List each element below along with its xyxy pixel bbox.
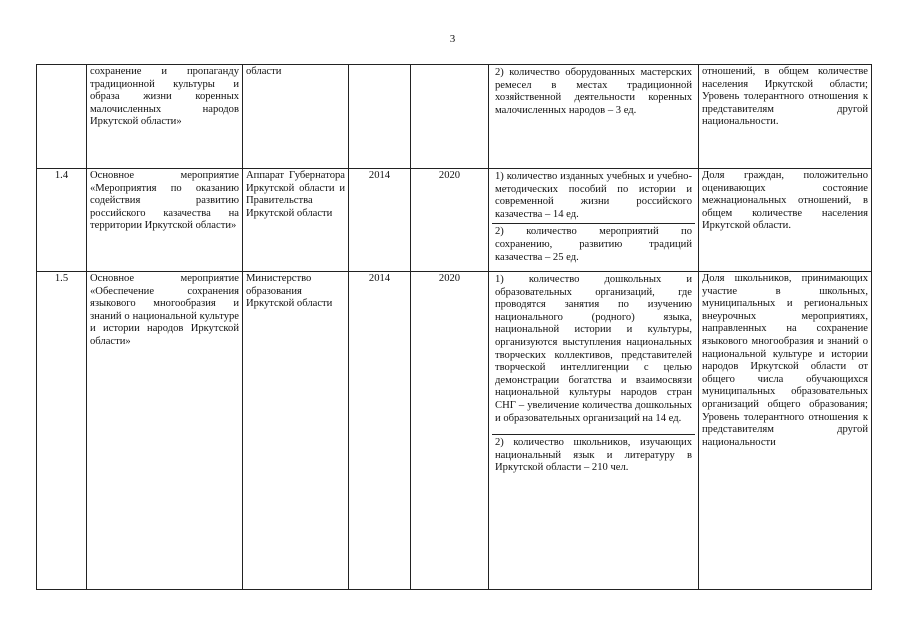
indicator-item: 1) количество дошкольных и образовательных организаций, где проводятся занятия по изучению национального (родного) языка, национальной истории и культуры, организуются выступления национальных творческих коллективов, представителей творческой интеллигенции с целью демонстрации богатства и взаимосвязи национальной культуры народов стран СНГ – увеличение количества дошкольных и образовательных организаций на 14 ед.: [495, 274, 692, 424]
indicators-cell: [489, 169, 699, 272]
target-cell: Доля граждан, положительно оценивающих состояние межнациональных отношений, в общем количестве населения Иркутской области.: [699, 169, 872, 272]
indicator-item: 2) количество мероприятий по сохранению, развитию традиций казачества – 25 ед.: [492, 223, 695, 266]
row-number: [37, 65, 87, 169]
indicator-item: 2) количество школьников, изучающих национальный язык и литературу в Иркутской области – 210 чел.: [492, 434, 695, 477]
executor-cell: Аппарат Губернатора Иркутской области и Правительства Иркутской области: [243, 169, 349, 272]
indicators-cell: [489, 65, 699, 169]
end-year-cell: [411, 65, 489, 169]
event-cell: Основное мероприятие «Обеспечение сохранения языкового многообразия и знаний о национальной культуре и истории народов Иркутской области»: [87, 272, 243, 590]
table-row: [37, 272, 872, 590]
indicator-item: 1) количество изданных учебных и учебно-методических пособий по истории и современной жизни российского казачества – 14 ед.: [495, 171, 692, 220]
row-number: 1.4: [37, 169, 87, 272]
target-cell: отношений, в общем количестве населения Иркутской области; Уровень толерантного отношения к представителям другой национальности.: [699, 65, 872, 169]
event-cell: сохранение и пропаганду традиционной культуры и образа жизни коренных малочисленных народов Иркутской области»: [87, 65, 243, 169]
end-year-cell: 2020: [411, 272, 489, 590]
end-year-cell: 2020: [411, 169, 489, 272]
start-year-cell: [349, 65, 411, 169]
table-row: [37, 65, 872, 169]
indicator-item: 2) количество оборудованных мастерских ремесел в местах традиционной хозяйственной деятельности коренных малочисленных народов – 3 ед.: [495, 67, 692, 116]
executor-cell: Министерство образования Иркутской области: [243, 272, 349, 590]
indicators-cell: [489, 272, 699, 590]
table-row: [37, 169, 872, 272]
target-cell: Доля школьников, принимающих участие в школьных, муниципальных и региональных внеурочных мероприятиях, направленных на сохранение языкового многообразия и знаний о национальной культуре и истории народов Иркутской области от общего числа обучающихся муниципальных образовательных организаций общего образования; Уровень толерантного отношения к представителям другой национальности: [699, 272, 872, 590]
start-year-cell: 2014: [349, 169, 411, 272]
program-table: [36, 64, 872, 590]
row-number: 1.5: [37, 272, 87, 590]
executor-cell: области: [243, 65, 349, 169]
page-number: 3: [449, 33, 456, 45]
start-year-cell: 2014: [349, 272, 411, 590]
event-cell: Основное мероприятие «Мероприятия по оказанию содействия развитию российского казачества на территории Иркутской области»: [87, 169, 243, 272]
